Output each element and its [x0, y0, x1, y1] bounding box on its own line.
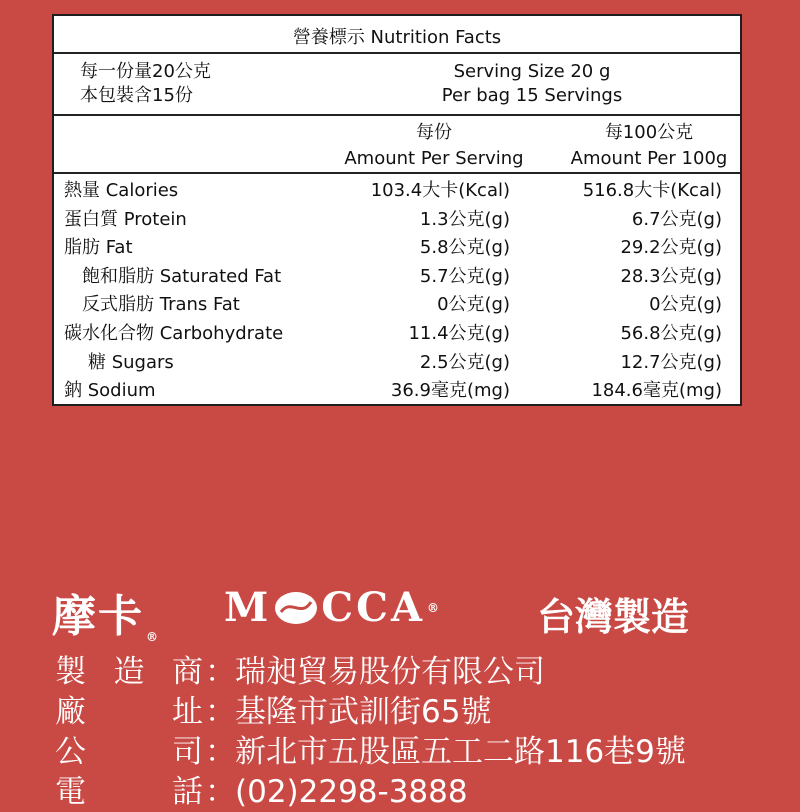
factory-label [55, 692, 205, 732]
column-header-en: Amount Per Serving [344, 148, 524, 169]
label-char: 址 [172, 694, 205, 730]
phone-label [55, 772, 205, 812]
label-char: 商 [172, 654, 205, 690]
brand-logo-zh [52, 580, 160, 644]
company-info [55, 652, 686, 812]
per-100g-value: 29.2公克(g) [620, 237, 722, 259]
per-100g-value: 6.7公克(g) [631, 208, 722, 230]
nutrient-name: 碳水化合物 Carbohydrate [64, 322, 284, 344]
made-in-taiwan: 台灣製造 [537, 595, 690, 639]
nutrient-name: 熱量 Calories [64, 180, 179, 201]
nutrient-name: 飽和脂肪 Saturated Fat [82, 265, 282, 287]
nutrient-row-calories [54, 177, 740, 206]
divider [54, 52, 740, 54]
brand-letter: M [224, 584, 272, 631]
nutrient-row-carbohydrate [54, 320, 740, 349]
per-100g-value: 28.3公克(g) [620, 265, 722, 287]
per-100g-value: 0公克(g) [649, 294, 722, 316]
factory-address: 基隆市武訓街65號 [235, 694, 492, 730]
colon: ： [205, 734, 236, 770]
nutrient-name: 糖 Sugars [88, 351, 174, 373]
label-char: 製 [55, 654, 88, 690]
nutrition-facts-panel [52, 14, 742, 406]
serving-info-en [414, 60, 650, 108]
nutrient-row-protein [54, 206, 740, 235]
servings-per-bag-zh: 本包裝含15份 [80, 85, 193, 106]
nutrient-row-trans-fat [54, 291, 740, 320]
manufacturer-line [55, 652, 686, 692]
registered-mark: ® [146, 630, 160, 644]
colon: ： [205, 694, 236, 730]
brand-bar [52, 580, 752, 644]
brand-name-zh: 摩卡 [52, 591, 144, 642]
nutrient-row-sodium [54, 377, 740, 406]
per-serving-value: 5.8公克(g) [419, 237, 510, 259]
nutrient-row-fat [54, 234, 740, 263]
brand-logo-mocca [224, 584, 442, 631]
per-100g-value: 12.7公克(g) [620, 351, 722, 373]
column-header-per-100g [554, 120, 744, 172]
company-label [55, 732, 205, 772]
serving-size-en: Serving Size 20 g [453, 61, 611, 82]
column-header-zh: 每份 [416, 122, 452, 143]
nutrient-name: 脂肪 Fat [64, 237, 133, 259]
registered-mark: ® [427, 600, 442, 615]
nutrient-name: 蛋白質 Protein [64, 208, 187, 230]
label-char: 話 [172, 774, 205, 810]
column-header-en: Amount Per 100g [570, 148, 728, 169]
column-header-zh: 每100公克 [604, 122, 694, 143]
label-char: 公 [55, 734, 88, 770]
manufacturer-name: 瑞昶貿易股份有限公司 [235, 654, 545, 690]
servings-per-bag-en: Per bag 15 Servings [441, 85, 623, 106]
nutrient-rows [54, 177, 740, 406]
nutrient-row-sugars [54, 349, 740, 378]
company-address: 新北市五股區五工二路116巷9號 [235, 734, 686, 770]
per-100g-value: 184.6毫克(mg) [591, 380, 722, 402]
nutrition-title: 營養標示 Nutrition Facts [292, 27, 502, 48]
colon: ： [205, 654, 236, 690]
colon: ： [205, 774, 236, 810]
per-100g-value: 56.8公克(g) [620, 322, 722, 344]
column-header-per-serving [334, 120, 534, 172]
phone-number: (02)2298-3888 [235, 774, 468, 810]
company-line [55, 732, 686, 772]
brand-letters: CCA [321, 584, 425, 631]
per-serving-value: 5.7公克(g) [419, 265, 510, 287]
manufacturer-label [55, 652, 205, 692]
per-serving-value: 36.9毫克(mg) [390, 380, 510, 402]
coffee-bean-icon [273, 590, 319, 626]
divider [54, 172, 740, 174]
nutrient-name: 反式脂肪 Trans Fat [82, 294, 240, 316]
per-100g-value: 516.8大卡(Kcal) [582, 180, 722, 201]
nutrient-row-saturated-fat [54, 263, 740, 292]
label-char: 司 [172, 734, 205, 770]
per-serving-value: 2.5公克(g) [419, 351, 510, 373]
per-serving-value: 1.3公克(g) [419, 208, 510, 230]
per-serving-value: 11.4公克(g) [408, 322, 510, 344]
factory-line [55, 692, 686, 732]
label-char: 電 [55, 774, 88, 810]
nutrient-name: 鈉 Sodium [64, 380, 156, 402]
serving-size-zh: 每一份量20公克 [80, 61, 211, 82]
label-char: 廠 [55, 694, 88, 730]
label-char: 造 [113, 654, 147, 690]
serving-info-zh [80, 60, 211, 108]
divider [54, 114, 740, 116]
phone-line [55, 772, 686, 812]
per-serving-value: 103.4大卡(Kcal) [370, 180, 510, 201]
per-serving-value: 0公克(g) [437, 294, 510, 316]
